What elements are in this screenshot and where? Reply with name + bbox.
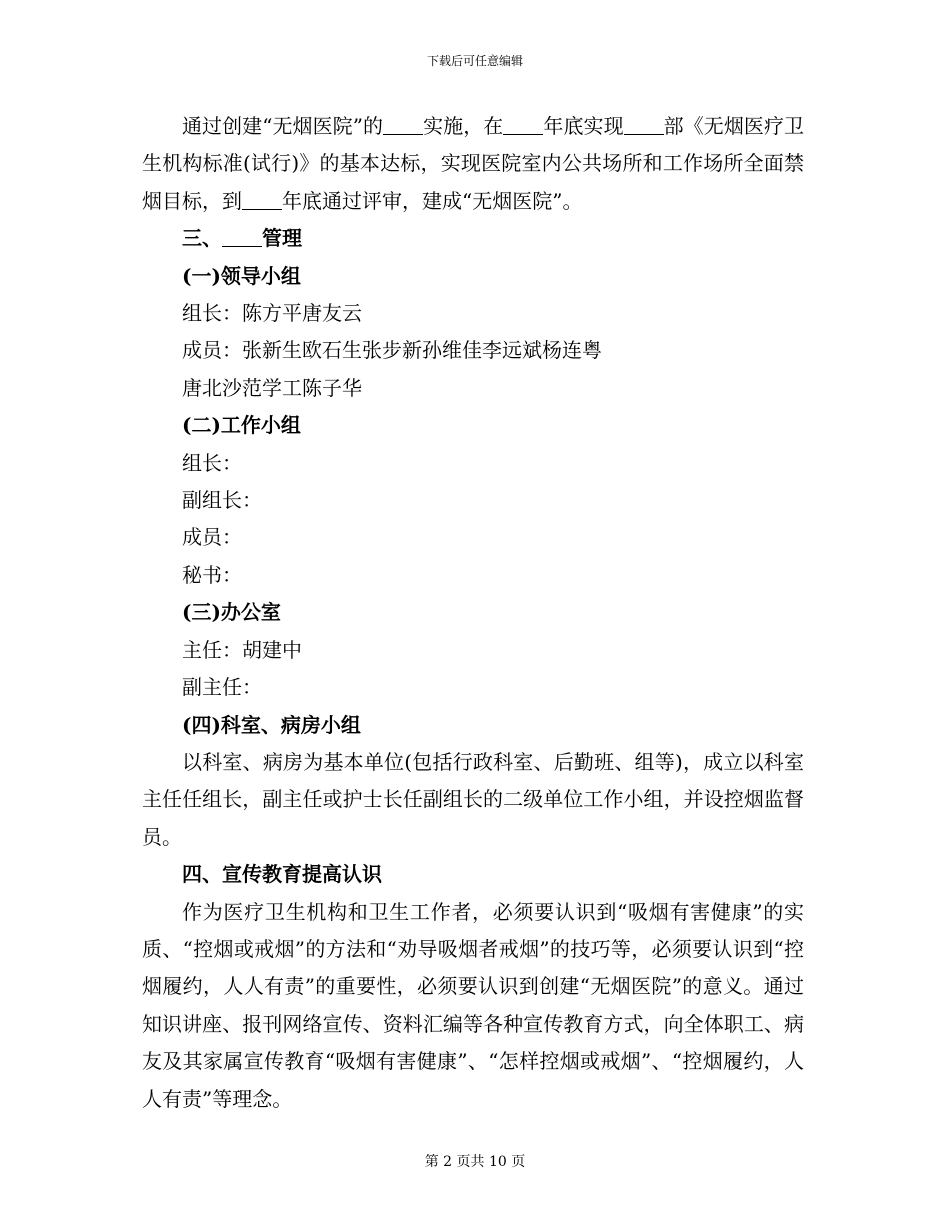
leadership-members: 成员：张新生欧石生张步新孙维佳李远斌杨连粤 xyxy=(182,338,602,363)
intro-text-1: 通过创建“无烟医院”的 xyxy=(182,114,384,138)
fill-blank xyxy=(222,226,262,247)
page-footer: 第 2 页共 10 页 xyxy=(424,1154,526,1170)
leadership-leader: 组长：陈方平唐友云 xyxy=(182,301,362,326)
leadership-group-heading: (一)领导小组 xyxy=(182,263,301,288)
work-group-heading: (二)工作小组 xyxy=(182,413,301,438)
education-paragraph: 作为医疗卫生机构和卫生工作者，必须要认识到“吸烟有害健康”的实质、“控烟或戒烟”的方法和“劝导吸烟者戒烟”的技巧等，必须要认识到“控烟履约，人人有责”的重要性，必须要认识到创建“无烟医院”的意义。通过知识讲座、报刊网络宣传、资料汇编等各种宣传教育方式，向全体职工、病友及其家属宣传教育“吸烟有害健康”、“怎样控烟或戒烟”、“控烟履约，人人有责”等理念。 xyxy=(142,899,804,1111)
intro-text-4: 部《无烟医疗卫生机构标准(试行)》的基本达标，实现医院室内公共场所和工作场所全面禁烟目标，到 xyxy=(142,114,805,213)
fill-blank xyxy=(242,189,282,210)
work-group-leader: 组长： xyxy=(182,450,242,475)
document-body xyxy=(142,108,804,1118)
work-group-deputy: 副组长： xyxy=(182,488,262,513)
department-group-heading: (四)科室、病房小组 xyxy=(182,712,361,737)
fill-blank xyxy=(503,114,543,135)
leadership-members-continued: 唐北沙范学工陈子华 xyxy=(182,375,362,400)
fill-blank xyxy=(624,114,664,135)
office-director: 主任：胡建中 xyxy=(182,637,302,662)
section-3-prefix: 三、 xyxy=(182,226,222,251)
section-3-heading xyxy=(142,220,804,257)
intro-text-5: 年底通过评审，建成“无烟医院”。 xyxy=(282,188,583,213)
fill-blank xyxy=(383,114,423,135)
intro-text-3: 年底实现 xyxy=(543,114,624,138)
department-group-paragraph: 以科室、病房为基本单位(包括行政科室、后勤班、组等)，成立以科室主任任组长，副主任或护士长任副组长的二级单位工作小组，并设控烟监督员。 xyxy=(142,749,804,849)
office-heading: (三)办公室 xyxy=(182,600,281,625)
intro-paragraph xyxy=(142,108,804,220)
work-group-members: 成员： xyxy=(182,525,242,550)
office-deputy: 副主任： xyxy=(182,675,262,700)
work-group-secretary: 秘书： xyxy=(182,562,242,587)
section-4-heading: 四、宣传教育提高认识 xyxy=(182,862,382,887)
page-header: 下载后可任意编辑 xyxy=(426,54,523,68)
section-3-suffix: 管理 xyxy=(262,226,302,251)
intro-text-2: 实施，在 xyxy=(423,114,504,138)
